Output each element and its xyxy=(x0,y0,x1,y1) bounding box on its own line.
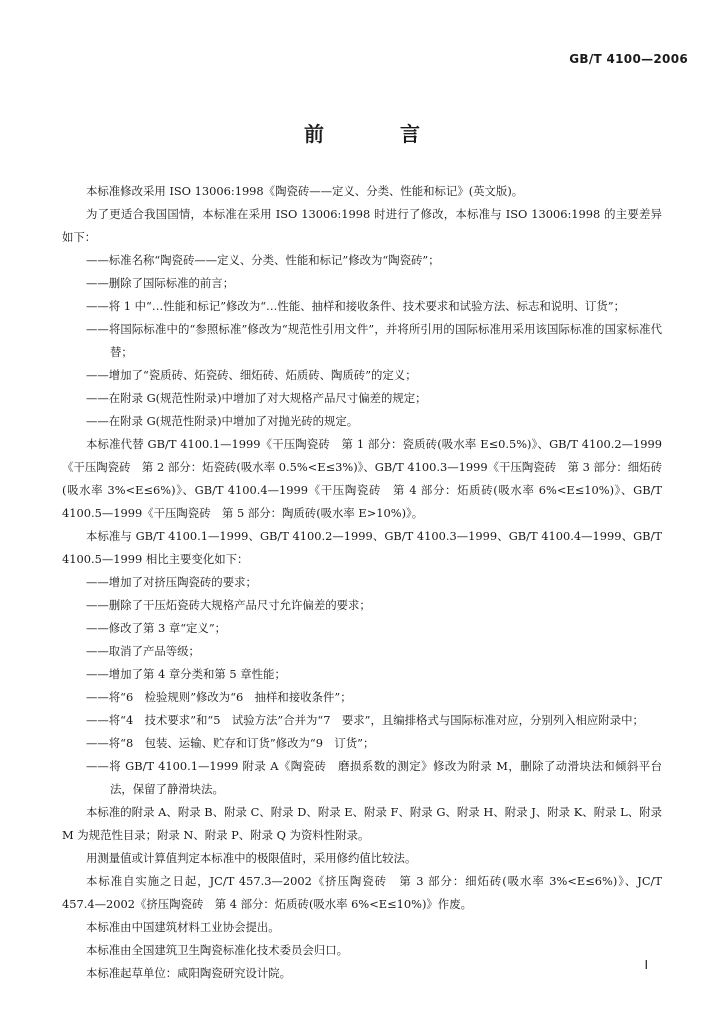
paragraph: 本标准修改采用 ISO 13006:1998《陶瓷砖——定义、分类、性能和标记》(英文版)。 xyxy=(86,184,524,198)
paragraph: 本标准的附录 A、附录 B、附录 C、附录 D、附录 E、附录 F、附录 G、附录 H、附录 J、附录 K、附录 L、附录 M 为规范性目录；附录 N、附录 P、附录 Q 为资料性附录。 xyxy=(62,805,662,842)
list-item: ——标准名称“陶瓷砖——定义、分类、性能和标记”修改为“陶瓷砖”； xyxy=(86,253,440,267)
list-item: ——将“6 检验规则”修改为“6 抽样和接收条件”； xyxy=(86,690,352,704)
list-item: ——在附录 G(规范性附录)中增加了对大规格产品尺寸偏差的规定； xyxy=(86,391,427,405)
page-title: 前 言 xyxy=(304,122,448,146)
paragraph: 本标准由中国建筑材料工业协会提出。 xyxy=(86,920,280,934)
list-item: ——增加了对挤压陶瓷砖的要求； xyxy=(86,575,257,589)
list-item: ——增加了“瓷质砖、炻瓷砖、细炻砖、炻质砖、陶质砖”的定义； xyxy=(86,368,417,382)
list-item: ——修改了第 3 章“定义”； xyxy=(86,621,227,635)
paragraph: 本标准起草单位：咸阳陶瓷研究设计院。 xyxy=(86,966,292,980)
list-item: ——将 GB/T 4100.1—1999 附录 A《陶瓷砖 磨损系数的测定》修改为附录 M，删除了动滑块法和倾斜平台法，保留了静滑块法。 xyxy=(86,759,662,796)
list-item: ——将国际标准中的“参照标准”修改为“规范性引用文件”，并将所引用的国际标准用采用该国际标准的国家标准代替； xyxy=(86,322,662,359)
list-item: ——删除了干压炻瓷砖大规格产品尺寸允许偏差的要求； xyxy=(86,598,371,612)
standard-code: GB/T 4100—2006 xyxy=(569,52,688,66)
page-number: I xyxy=(644,958,648,972)
list-item: ——在附录 G(规范性附录)中增加了对抛光砖的规定。 xyxy=(86,414,359,428)
paragraph: 本标准代替 GB/T 4100.1—1999《干压陶瓷砖 第 1 部分：瓷质砖(吸水率 E≤0.5%)》、GB/T 4100.2—1999《干压陶瓷砖 第 2 部分：炻瓷砖(吸水率 0.5%<E≤3%)》、GB/T 4100.3—1999《干压陶瓷砖 第 3 部分：细炻砖(吸水率 3%<E≤6%)》、GB/T 4100.4—1999《干压陶瓷砖 第 4 部分：炻质砖(吸水率 6%<E≤10%)》、GB/T 4100.5—1999《干压陶瓷砖 第 5 部分：陶质砖(吸水率 E>10%)》。 xyxy=(62,437,662,520)
list-item: ——将“8 包装、运输、贮存和订货”修改为“9 订货”； xyxy=(86,736,375,750)
paragraph: 为了更适合我国国情，本标准在采用 ISO 13006:1998 时进行了修改，本标准与 ISO 13006:1998 的主要差异如下： xyxy=(62,207,662,244)
paragraph: 本标准自实施之日起，JC/T 457.3—2002《挤压陶瓷砖 第 3 部分：细炻砖(吸水率 3%<E≤6%)》、JC/T 457.4—2002《挤压陶瓷砖 第 4 部分：炻质砖(吸水率 6%<E≤10%)》作废。 xyxy=(62,874,662,911)
list-item: ——增加了第 4 章分类和第 5 章性能； xyxy=(86,667,286,681)
list-item: ——取消了产品等级； xyxy=(86,644,200,658)
list-item: ——删除了国际标准的前言； xyxy=(86,276,235,290)
paragraph: 用测量值或计算值判定本标准中的极限值时，采用修约值比较法。 xyxy=(86,851,417,865)
paragraph: 本标准由全国建筑卫生陶瓷标准化技术委员会归口。 xyxy=(86,943,348,957)
document-body xyxy=(62,180,662,985)
paragraph: 本标准与 GB/T 4100.1—1999、GB/T 4100.2—1999、GB/T 4100.3—1999、GB/T 4100.4—1999、GB/T 4100.5—1999 相比主要变化如下： xyxy=(62,529,662,566)
list-item: ——将“4 技术要求”和“5 试验方法”合并为“7 要求”，且编排格式与国际标准对应，分别列入相应附录中； xyxy=(86,713,644,727)
list-item: ——将 1 中“…性能和标记”修改为“…性能、抽样和接收条件、技术要求和试验方法、标志和说明、订货”； xyxy=(86,299,625,313)
